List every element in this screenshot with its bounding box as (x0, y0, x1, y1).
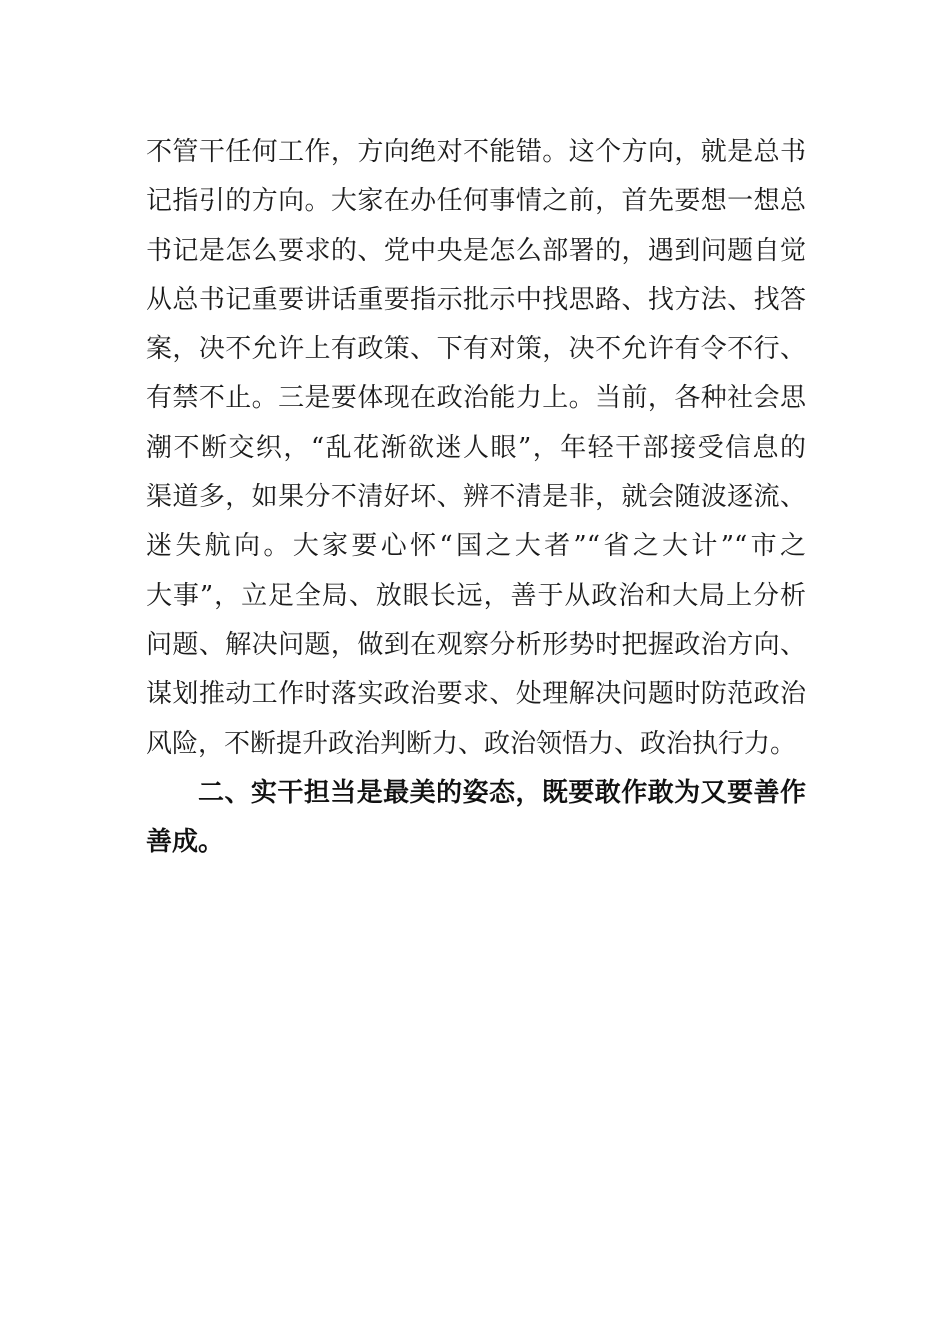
paragraph-line: 风险，不断提升政治判断力、政治领悟力、政治执行力。 (146, 728, 797, 759)
paragraph-line: 问题、解决问题，做到在观察分析形势时把握政治方向、 (146, 629, 806, 660)
body-text (146, 128, 806, 867)
section-heading-line: 二、实干担当是最美的姿态，既要敢作敢为又要善作 (198, 777, 806, 808)
paragraph-line: 从总书记重要讲话重要指示批示中找思路、找方法、找答 (146, 284, 806, 315)
paragraph-line: 不管干任何工作，方向绝对不能错。这个方向，就是总书 (146, 137, 806, 167)
paragraph-line: 潮不断交织，“乱花渐欲迷人眼”，年轻干部接受信息的 (146, 432, 806, 463)
paragraph-line: 大事”，立足全局、放眼长远，善于从政治和大局上分析 (146, 580, 806, 611)
section-heading-line: 善成。 (146, 827, 225, 858)
paragraph-line: 谋划推动工作时落实政治要求、处理解决问题时防范政治 (146, 679, 806, 710)
paragraph-line: 记指引的方向。大家在办任何事情之前，首先要想一想总 (146, 186, 806, 217)
paragraph-line: 案，决不允许上有政策、下有对策，决不允许有令不行、 (146, 334, 806, 365)
paragraph-line: 书记是怎么要求的、党中央是怎么部署的，遇到问题自觉 (146, 235, 806, 266)
paragraph-line: 渠道多，如果分不清好坏、辨不清是非，就会随波逐流、 (146, 482, 806, 513)
paragraph-line: 有禁不止。三是要体现在政治能力上。当前，各种社会思 (146, 383, 806, 414)
paragraph-line: 迷失航向。大家要心怀“国之大者”“省之大计”“市之 (146, 531, 806, 562)
